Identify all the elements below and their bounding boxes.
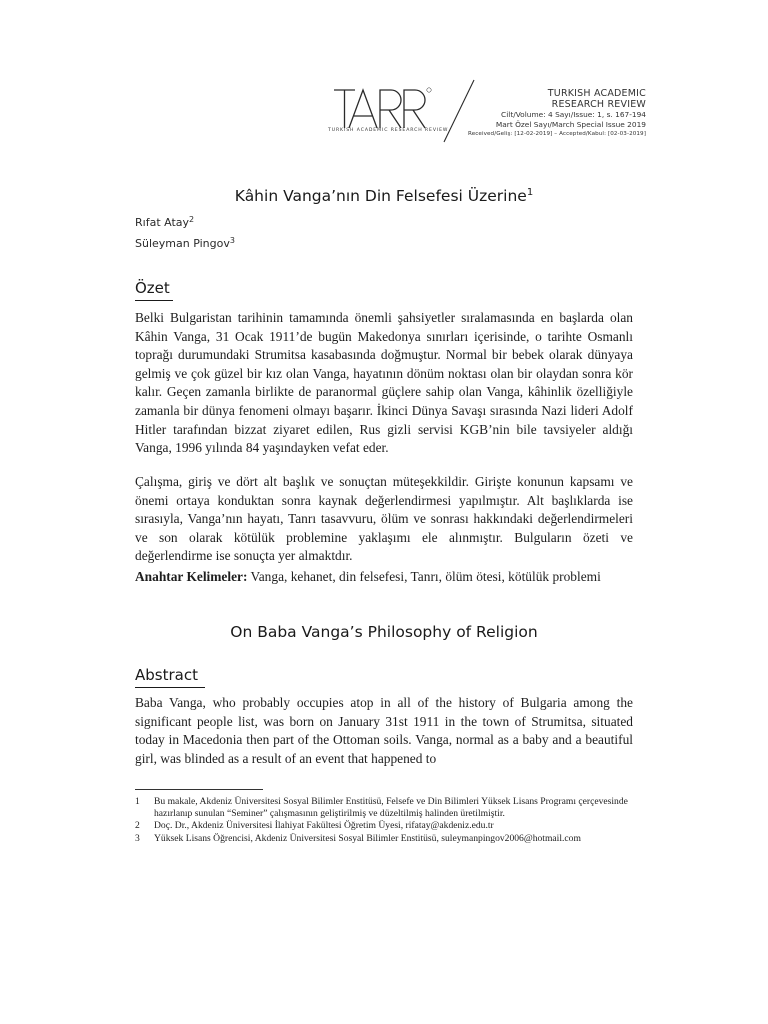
journal-name-line1: TURKISH ACADEMIC	[547, 88, 646, 99]
footnote-text: Yüksek Lisans Öğrencisi, Akdeniz Üniversitesi Sosyal Bilimler Enstitüsü, suleymanpingov2006@hotmail.com	[154, 832, 581, 844]
keywords	[135, 568, 633, 587]
keywords-text: Vanga, kehanet, din felsefesi, Tanrı, ölüm ötesi, kötülük problemi	[250, 569, 601, 584]
footnote	[135, 833, 633, 845]
journal-info	[450, 88, 646, 139]
footnote-text: Bu makale, Akdeniz Üniversitesi Sosyal Bilimler Enstitüsü, Felsefe ve Din Bilimleri Yüksek Lisans Programı çerçevesinde hazırlanıp sunulan “Seminer” çalışmasının geliştirilmiş ve düzeltilmiş halinden üretilmiştir.	[154, 796, 628, 819]
journal-special-issue: Mart Özel Sayı/March Special Issue 2019	[495, 120, 646, 129]
abstract-heading-rule	[135, 687, 205, 688]
ozet-paragraph-2: Çalışma, giriş ve dört alt başlık ve sonuçtan müteşekkildir. Girişte konunun kapsamı ve önemi ortaya konduktan sonra kaynak değerlendirmesi yapılmıştır. Alt başlıklarda ise sırasıyla, Vanga’nın hayatı, Tanrı tasavvuru, ölüm ve sonrası hakkındaki değerlendirmeleri ve son olarak kötülük problemine yaklaşımı ele alınmıştır. Bulguların özeti ve değerlendirme ise sonuçta yer almaktdır.	[135, 474, 633, 564]
author-name: Süleyman Pingov	[135, 237, 230, 250]
article-title	[0, 187, 768, 205]
english-title: On Baba Vanga’s Philosophy of Religion	[230, 623, 538, 641]
journal-dates: Received/Geliş: [12-02-2019] – Accepted/Kabul: [02-03-2019]	[467, 131, 646, 137]
footnote-number: 1	[135, 796, 140, 807]
author-name: Rıfat Atay	[135, 216, 190, 229]
footnote-text: Doç. Dr., Akdeniz Üniversitesi İlahiyat Fakültesi Öğretim Üyesi, rifatay@akdeniz.edu.tr	[154, 820, 494, 831]
logo-tagline: TURKISH ACADEMIC RESEARCH REVIEW	[328, 128, 449, 133]
abstract-paragraph-1: Baba Vanga, who probably occupies atop in all of the history of Bulgaria among the significant people list, was born on January 31st 1911 in the town of Strumitsa, situated today in Macedonia then part of the Ottoman soils. Vanga, normal as a baby and a beautiful girl, was blinded as a result of an event that happened to	[135, 695, 633, 766]
article-title-text: Kâhin Vanga’nın Din Felsefesi Üzerine	[234, 187, 527, 205]
ozet-heading: Özet	[135, 279, 170, 297]
footnote-number: 2	[135, 820, 140, 831]
ozet-heading-rule	[135, 300, 173, 301]
abstract-heading: Abstract	[135, 666, 198, 684]
author	[135, 236, 235, 250]
author	[135, 215, 194, 229]
keywords-label: Anahtar Kelimeler:	[135, 569, 248, 584]
journal-volume: Cilt/Volume: 4 Sayı/Issue: 1, s. 167-194	[501, 110, 646, 119]
footnote-rule	[135, 789, 263, 790]
footnote	[135, 820, 633, 832]
title-footnote-ref[interactable]: 1	[526, 187, 534, 198]
footnote	[135, 796, 633, 819]
journal-name-line2: RESEARCH REVIEW	[551, 99, 646, 110]
footnotes	[135, 796, 633, 845]
author-footnote-ref[interactable]: 2	[189, 215, 195, 224]
footnote-number: 3	[135, 832, 140, 844]
ozet-paragraph-1: Belki Bulgaristan tarihinin tamamında önemli şahsiyetler sıralamasında en başlarda olan Kâhin Vanga, 31 Ocak 1911’de bugün Makedonya sınırları içerisinde, o tarihte Osmanlı toprağı durumundaki Strumitsa kasabasında doğmuştur. Normal bir bebek olarak dünyaya gelmiş ve çok güzel bir kız olan Vanga, hayatının dönüm noktası olan bir olaydan sonra kör kalır. Geçen zamanla birlikte de paranormal güçlere sahip olan Vanga, kâhinlik özelliğiyle zamanla bir dünya fenomeni olmayı başarır. İkinci Dünya Savaşı sırasında Nazi lideri Adolf Hitler tarafından bizzat ziyaret edilen, Rus gizli servisi KGB’nin bile tavsiyeler aldığı Vanga, 1996 yılında 84 yaşındayken vefat eder.	[135, 310, 633, 456]
author-footnote-ref[interactable]: 3	[229, 236, 235, 245]
